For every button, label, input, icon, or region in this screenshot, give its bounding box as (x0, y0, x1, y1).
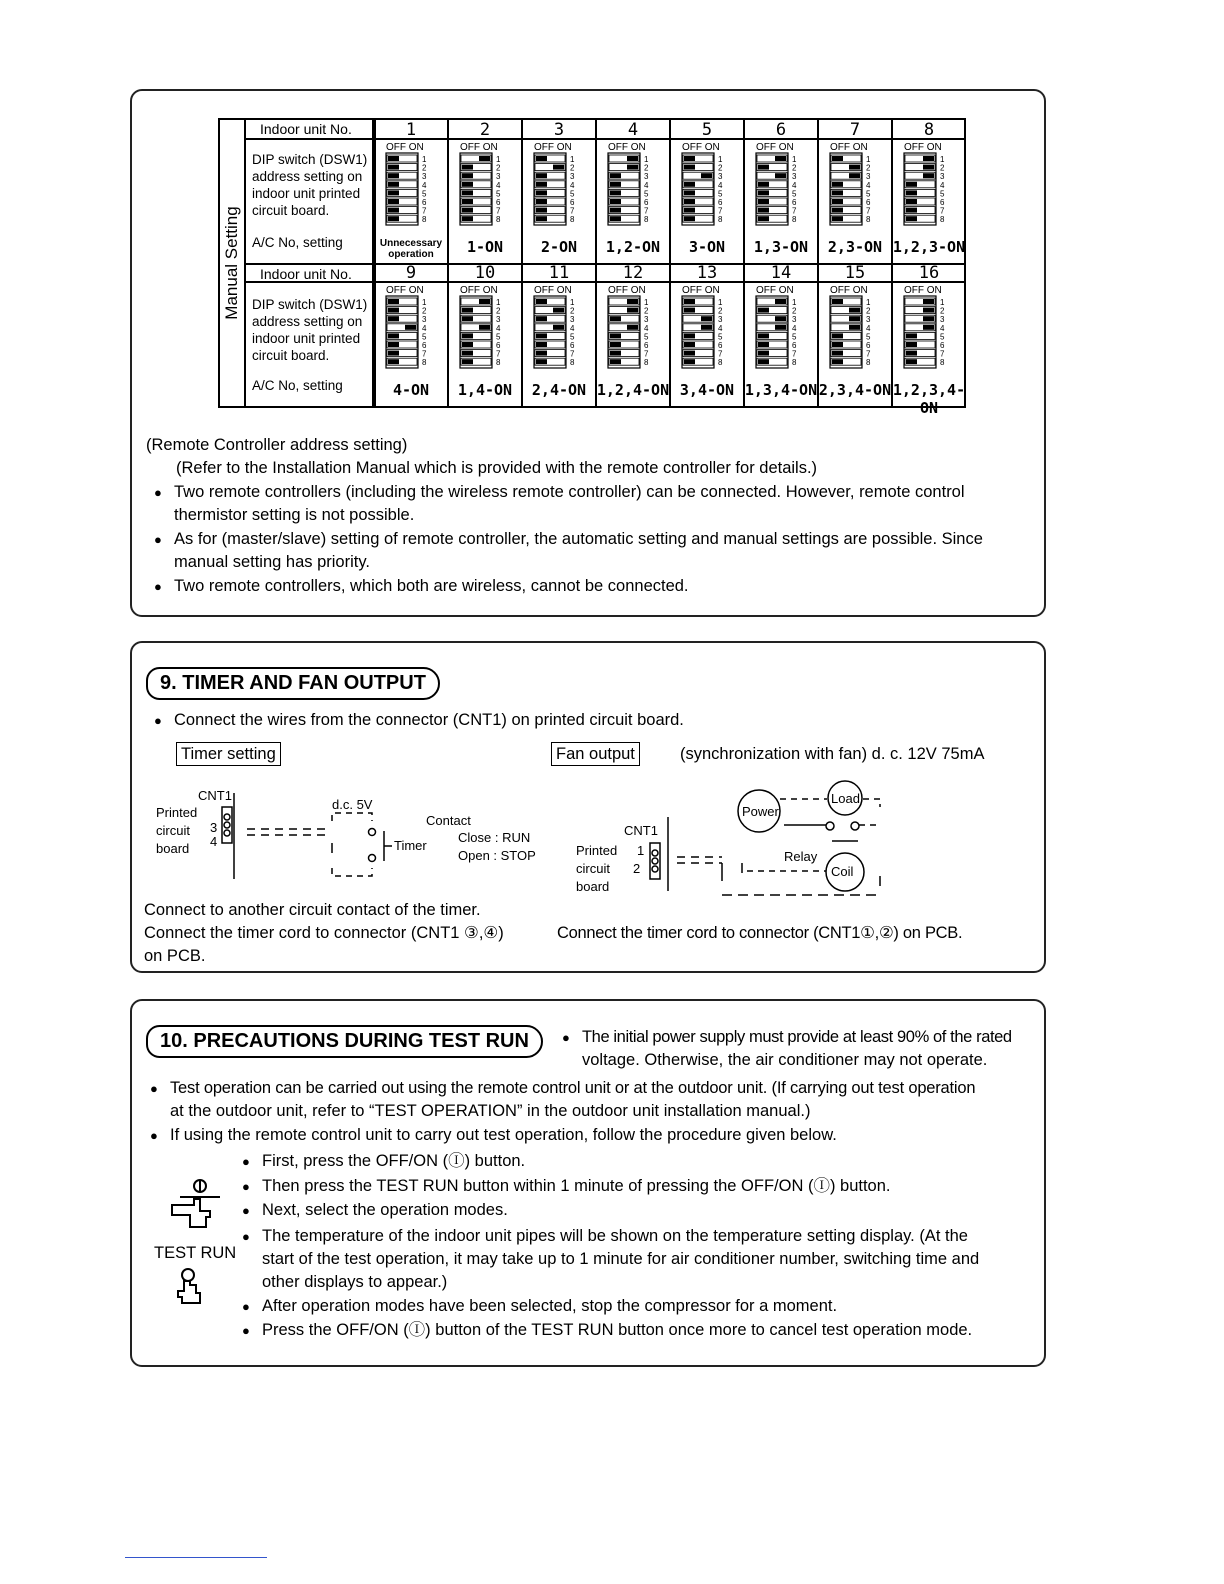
dip-switch-graphic (374, 283, 448, 379)
indoor-unit-number: 16 (918, 263, 940, 283)
svg-text:8: 8 (570, 215, 575, 225)
board-label: board (156, 841, 190, 856)
description-cell-1 (246, 120, 374, 263)
ac-no-setting: 4-ON (392, 381, 430, 399)
off-on-label: OFF ON (830, 142, 868, 153)
svg-text:6: 6 (792, 198, 797, 207)
indoor-unit-number: 14 (770, 263, 792, 283)
svg-text:7: 7 (570, 206, 575, 216)
svg-text:3: 3 (866, 315, 871, 325)
svg-text:1: 1 (718, 155, 723, 164)
svg-text:2: 2 (570, 163, 575, 173)
svg-text:3: 3 (496, 315, 501, 325)
svg-text:5: 5 (570, 189, 575, 199)
svg-text:5: 5 (940, 332, 945, 342)
ac-no-setting: 1,2,3-ON (892, 238, 966, 256)
dip-switch-graphic (670, 140, 744, 236)
remote-bullet-1-line-1: ● Two remote controllers (including the wireless remote controller) can be connected. However, remote control (174, 481, 965, 504)
svg-text:6: 6 (422, 341, 427, 350)
test-run-panel (130, 999, 1046, 1367)
svg-text:6: 6 (940, 198, 945, 207)
printed-label: Printed (576, 843, 618, 858)
ac-no-setting: 3,4-ON (679, 381, 735, 399)
svg-text:6: 6 (570, 198, 575, 207)
off-on-label: OFF ON (904, 285, 942, 296)
svg-text:4: 4 (718, 323, 723, 333)
indoor-unit-number: 2 (479, 120, 491, 140)
svg-text:8: 8 (792, 215, 797, 225)
cnt1-label: CNT1 (624, 823, 658, 838)
svg-text:6: 6 (644, 341, 649, 350)
svg-text:6: 6 (496, 341, 501, 350)
svg-text:5: 5 (422, 332, 427, 342)
coil-label: Coil (831, 864, 854, 879)
svg-text:7: 7 (940, 206, 945, 216)
indoor-unit-number: 7 (849, 120, 861, 140)
svg-text:5: 5 (496, 332, 501, 342)
dip-switch-graphic (596, 140, 670, 236)
svg-text:1: 1 (792, 155, 797, 164)
svg-text:7: 7 (644, 349, 649, 359)
ac-no-label: A/C No, setting (252, 378, 343, 393)
dip-switch-graphic (522, 140, 596, 236)
pin-2-label: 2 (633, 861, 641, 876)
svg-text:1: 1 (496, 298, 501, 307)
svg-text:2: 2 (792, 163, 797, 173)
svg-text:6: 6 (570, 341, 575, 350)
svg-text:5: 5 (792, 189, 797, 199)
indoor-unit-number: 15 (844, 263, 866, 283)
pin-3-label: 3 (210, 820, 218, 835)
ac-no-setting: 1,4-ON (457, 381, 513, 399)
fan-output-diagram (562, 771, 892, 911)
svg-text:7: 7 (792, 206, 797, 216)
indoor-unit-number: 10 (474, 263, 496, 283)
svg-text:2: 2 (644, 163, 649, 173)
svg-text:8: 8 (422, 358, 427, 368)
svg-text:4: 4 (940, 180, 945, 190)
relay-label: Relay (784, 849, 818, 864)
svg-text:8: 8 (866, 358, 871, 368)
svg-text:1: 1 (940, 155, 945, 164)
cnt1-label: CNT1 (198, 788, 232, 803)
svg-text:7: 7 (570, 349, 575, 359)
off-on-label: OFF ON (682, 285, 720, 296)
svg-text:8: 8 (496, 215, 501, 225)
svg-text:5: 5 (866, 189, 871, 199)
svg-text:4: 4 (792, 180, 797, 190)
dip-switch-graphic (374, 140, 448, 236)
svg-text:7: 7 (866, 349, 871, 359)
svg-text:2: 2 (422, 306, 427, 316)
svg-text:1: 1 (644, 155, 649, 164)
indoor-unit-number: 8 (923, 120, 935, 140)
svg-text:8: 8 (940, 358, 945, 368)
off-on-label: OFF ON (682, 142, 720, 153)
description-cell-2 (246, 263, 374, 406)
contact-label: Contact (426, 813, 471, 828)
svg-text:1: 1 (866, 155, 871, 164)
svg-text:2: 2 (792, 306, 797, 316)
svg-text:1: 1 (718, 298, 723, 307)
test-run-label: TEST RUN (154, 1244, 237, 1262)
dip-switch-graphic (744, 140, 818, 236)
svg-text:2: 2 (496, 163, 501, 173)
indoor-unit-number: 12 (622, 263, 644, 283)
svg-text:6: 6 (718, 198, 723, 207)
test-op-line-2: at the outdoor unit, refer to “TEST OPERATION” in the outdoor unit installation manual.) (170, 1102, 811, 1120)
svg-text:1: 1 (570, 155, 575, 164)
svg-text:5: 5 (644, 189, 649, 199)
svg-text:7: 7 (718, 349, 723, 359)
svg-text:3: 3 (570, 172, 575, 182)
power-precaution-line-1: ● The initial power supply must provide at least 90% of the rated (582, 1026, 1012, 1049)
off-on-label: OFF ON (534, 285, 572, 296)
ac-no-setting: 2,3,4-ON (818, 381, 892, 399)
indoor-unit-label: Indoor unit No. (260, 121, 352, 137)
ac-no-setting: 1,2,4-ON (596, 381, 670, 399)
svg-text:2: 2 (940, 306, 945, 316)
off-on-label: OFF ON (830, 285, 868, 296)
timer-fan-panel (130, 641, 1046, 973)
indoor-unit-number: 11 (548, 263, 570, 283)
circuit-label: circuit (576, 861, 610, 876)
svg-text:6: 6 (496, 198, 501, 207)
indoor-unit-number: 9 (405, 263, 417, 283)
svg-text:8: 8 (718, 215, 723, 225)
svg-text:6: 6 (792, 341, 797, 350)
svg-text:5: 5 (718, 332, 723, 342)
svg-text:7: 7 (792, 349, 797, 359)
svg-text:4: 4 (496, 180, 501, 190)
test-run-button-press-icon (170, 1267, 220, 1307)
svg-text:4: 4 (570, 180, 575, 190)
svg-text:5: 5 (644, 332, 649, 342)
svg-text:2: 2 (718, 163, 723, 173)
off-on-label: OFF ON (904, 142, 942, 153)
dip-switch-graphic (744, 283, 818, 379)
svg-text:4: 4 (940, 323, 945, 333)
section-10-title: 10. PRECAUTIONS DURING TEST RUN (146, 1025, 543, 1058)
ac-no-setting: 1,3-ON (753, 238, 809, 256)
svg-text:4: 4 (644, 323, 649, 333)
svg-text:8: 8 (496, 358, 501, 368)
pin-4-label: 4 (210, 834, 218, 849)
svg-text:6: 6 (940, 341, 945, 350)
indoor-unit-number: 5 (701, 120, 713, 140)
svg-text:8: 8 (792, 358, 797, 368)
svg-text:5: 5 (792, 332, 797, 342)
off-on-label: OFF ON (756, 285, 794, 296)
svg-text:3: 3 (644, 315, 649, 325)
ac-no-setting: 1,3,4-ON (744, 381, 818, 399)
open-stop-label: Open : STOP (458, 848, 536, 863)
svg-text:7: 7 (644, 206, 649, 216)
svg-text:5: 5 (570, 332, 575, 342)
off-on-button-press-icon (162, 1177, 242, 1237)
svg-text:1: 1 (570, 298, 575, 307)
svg-text:1: 1 (496, 155, 501, 164)
board-label: board (576, 879, 610, 894)
indoor-unit-number: 3 (553, 120, 565, 140)
section-9-title: 9. TIMER AND FAN OUTPUT (146, 667, 440, 700)
remote-bullet-1-line-2: thermistor setting is not possible. (174, 506, 415, 524)
close-run-label: Close : RUN (458, 830, 531, 845)
svg-text:1: 1 (644, 298, 649, 307)
indoor-unit-number: 4 (627, 120, 639, 140)
svg-text:2: 2 (718, 306, 723, 316)
timer-note-3: on PCB. (144, 947, 206, 965)
svg-text:3: 3 (496, 172, 501, 182)
address-setting-panel (130, 89, 1046, 617)
ac-no-setting: 3-ON (688, 238, 726, 256)
power-precaution-line-2: voltage. Otherwise, the air conditioner may not operate. (582, 1051, 988, 1069)
svg-text:8: 8 (644, 358, 649, 368)
svg-text:5: 5 (496, 189, 501, 199)
step-5: ● After operation modes have been selected, stop the compressor for a moment. (262, 1295, 837, 1318)
dip-switch-graphic (448, 283, 522, 379)
svg-text:4: 4 (422, 180, 427, 190)
dip-description: DIP switch (DSW1) address setting on indoor unit printed circuit board. (252, 152, 368, 218)
svg-text:4: 4 (718, 180, 723, 190)
svg-text:7: 7 (940, 349, 945, 359)
step-2: ● Then press the TEST RUN button within 1 minute of pressing the OFF/ON (Ⓘ) button. (262, 1175, 891, 1198)
svg-text:1: 1 (422, 155, 427, 164)
svg-text:1: 1 (866, 298, 871, 307)
remote-refer: (Refer to the Installation Manual which is provided with the remote controller for details.) (176, 459, 818, 477)
svg-text:4: 4 (496, 323, 501, 333)
remote-bullet-2-line-1: ● As for (master/slave) setting of remote controller, the automatic setting and manual settings are possible. Since (174, 528, 983, 551)
svg-text:3: 3 (792, 172, 797, 182)
fan-spec: (synchronization with fan) d. c. 12V 75mA (680, 745, 985, 763)
remote-bullet-3: ● Two remote controllers, which both are wireless, cannot be connected. (174, 575, 689, 598)
off-on-label: OFF ON (534, 142, 572, 153)
svg-text:5: 5 (866, 332, 871, 342)
off-on-label: OFF ON (460, 142, 498, 153)
remote-heading: (Remote Controller address setting) (146, 436, 408, 454)
svg-text:3: 3 (718, 172, 723, 182)
svg-text:6: 6 (866, 341, 871, 350)
dip-switch-graphic (522, 283, 596, 379)
svg-text:3: 3 (718, 315, 723, 325)
dip-switch-graphic (818, 283, 892, 379)
ac-no-setting: 2,4-ON (531, 381, 587, 399)
svg-text:3: 3 (422, 315, 427, 325)
svg-text:5: 5 (422, 189, 427, 199)
timer-wiring-diagram (132, 783, 562, 903)
svg-text:4: 4 (570, 323, 575, 333)
timer-note-1: Connect to another circuit contact of the timer. (144, 901, 481, 919)
svg-text:8: 8 (940, 215, 945, 225)
off-on-label: OFF ON (386, 142, 424, 153)
ac-no-setting: 1,2-ON (605, 238, 661, 256)
step-4-line-2: start of the test operation, it may take up to 1 minute for air conditioner number, switching time and (262, 1250, 980, 1268)
svg-text:8: 8 (718, 358, 723, 368)
fan-output-label: Fan output (551, 742, 640, 766)
svg-text:3: 3 (940, 315, 945, 325)
svg-text:4: 4 (866, 180, 871, 190)
step-4-line-3: other displays to appear.) (262, 1273, 448, 1291)
manual-setting-label: Manual Setting (220, 120, 246, 406)
svg-text:1: 1 (940, 298, 945, 307)
svg-text:6: 6 (422, 198, 427, 207)
svg-text:3: 3 (940, 172, 945, 182)
svg-text:7: 7 (496, 206, 501, 216)
dip-switch-graphic (596, 283, 670, 379)
dip-switch-table (218, 118, 966, 417)
svg-text:7: 7 (718, 206, 723, 216)
svg-text:4: 4 (866, 323, 871, 333)
dip-switch-graphic (448, 140, 522, 236)
svg-text:3: 3 (570, 315, 575, 325)
timer-intro: ● Connect the wires from the connector (CNT1) on printed circuit board. (174, 709, 684, 732)
ac-no-setting: 1-ON (466, 238, 504, 256)
svg-text:2: 2 (570, 306, 575, 316)
svg-text:3: 3 (792, 315, 797, 325)
off-on-label: OFF ON (460, 285, 498, 296)
dc5v-label: d.c. 5V (332, 797, 373, 812)
svg-text:2: 2 (866, 306, 871, 316)
step-1: ● First, press the OFF/ON (Ⓘ) button. (262, 1150, 525, 1173)
dip-description: DIP switch (DSW1) address setting on indoor unit printed circuit board. (252, 297, 368, 363)
svg-text:3: 3 (866, 172, 871, 182)
pin-1-label: 1 (637, 843, 645, 858)
indoor-unit-number: 6 (775, 120, 787, 140)
off-on-label: OFF ON (386, 285, 424, 296)
svg-text:6: 6 (644, 198, 649, 207)
svg-text:4: 4 (644, 180, 649, 190)
svg-text:5: 5 (718, 189, 723, 199)
svg-text:6: 6 (718, 341, 723, 350)
svg-text:5: 5 (940, 189, 945, 199)
svg-text:1: 1 (792, 298, 797, 307)
svg-text:1: 1 (422, 298, 427, 307)
svg-text:4: 4 (792, 323, 797, 333)
remote-procedure-intro: ● If using the remote control unit to carry out test operation, follow the procedure given below. (170, 1124, 837, 1147)
ac-no-label: A/C No, setting (252, 235, 343, 250)
svg-text:8: 8 (422, 215, 427, 225)
ac-no-setting: 1,2,3,4-ON (892, 381, 966, 417)
svg-text:7: 7 (422, 206, 427, 216)
load-label: Load (831, 791, 860, 806)
svg-text:3: 3 (422, 172, 427, 182)
off-on-label: OFF ON (608, 285, 646, 296)
power-label: Power (742, 804, 779, 819)
svg-text:8: 8 (570, 358, 575, 368)
step-4-line-1: ● The temperature of the indoor unit pipes will be shown on the temperature setting display. (At the (262, 1225, 968, 1248)
step-6: ● Press the OFF/ON (Ⓘ) button of the TEST RUN button once more to cancel test operation mode. (262, 1319, 972, 1342)
dip-switch-graphic (818, 140, 892, 236)
off-on-label: OFF ON (608, 142, 646, 153)
svg-text:2: 2 (496, 306, 501, 316)
remote-bullet-2-line-2: manual setting has priority. (174, 553, 370, 571)
svg-text:2: 2 (866, 163, 871, 173)
test-op-line-1: ● Test operation can be carried out using the remote control unit or at the outdoor unit. (If carrying out test operation (170, 1077, 975, 1100)
svg-text:7: 7 (866, 206, 871, 216)
ac-no-setting: 2-ON (540, 238, 578, 256)
circuit-label: circuit (156, 823, 190, 838)
dip-switch-graphic (670, 283, 744, 379)
step-3: ● Next, select the operation modes. (262, 1199, 508, 1222)
dip-switch-graphic (892, 140, 966, 236)
dip-switch-graphic (892, 283, 966, 379)
svg-text:8: 8 (644, 215, 649, 225)
svg-text:7: 7 (496, 349, 501, 359)
svg-text:2: 2 (940, 163, 945, 173)
svg-text:8: 8 (866, 215, 871, 225)
svg-text:2: 2 (422, 163, 427, 173)
svg-text:6: 6 (866, 198, 871, 207)
indoor-unit-label: Indoor unit No. (260, 266, 352, 282)
indoor-unit-number: 13 (696, 263, 718, 283)
svg-text:3: 3 (644, 172, 649, 182)
svg-text:2: 2 (644, 306, 649, 316)
svg-text:7: 7 (422, 349, 427, 359)
printed-label: Printed (156, 805, 198, 820)
footer-line (125, 1557, 267, 1558)
timer-note-2: Connect the timer cord to connector (CNT1 ③,④) (144, 924, 504, 942)
fan-note: Connect the timer cord to connector (CNT1①,②) on PCB. (557, 924, 963, 942)
timer-label: Timer (394, 838, 427, 853)
ac-no-setting: Unnecessary operation (379, 238, 443, 260)
indoor-unit-number: 1 (405, 120, 417, 140)
timer-setting-label: Timer setting (176, 742, 281, 766)
ac-no-setting: 2,3-ON (827, 238, 883, 256)
off-on-label: OFF ON (756, 142, 794, 153)
svg-text:4: 4 (422, 323, 427, 333)
